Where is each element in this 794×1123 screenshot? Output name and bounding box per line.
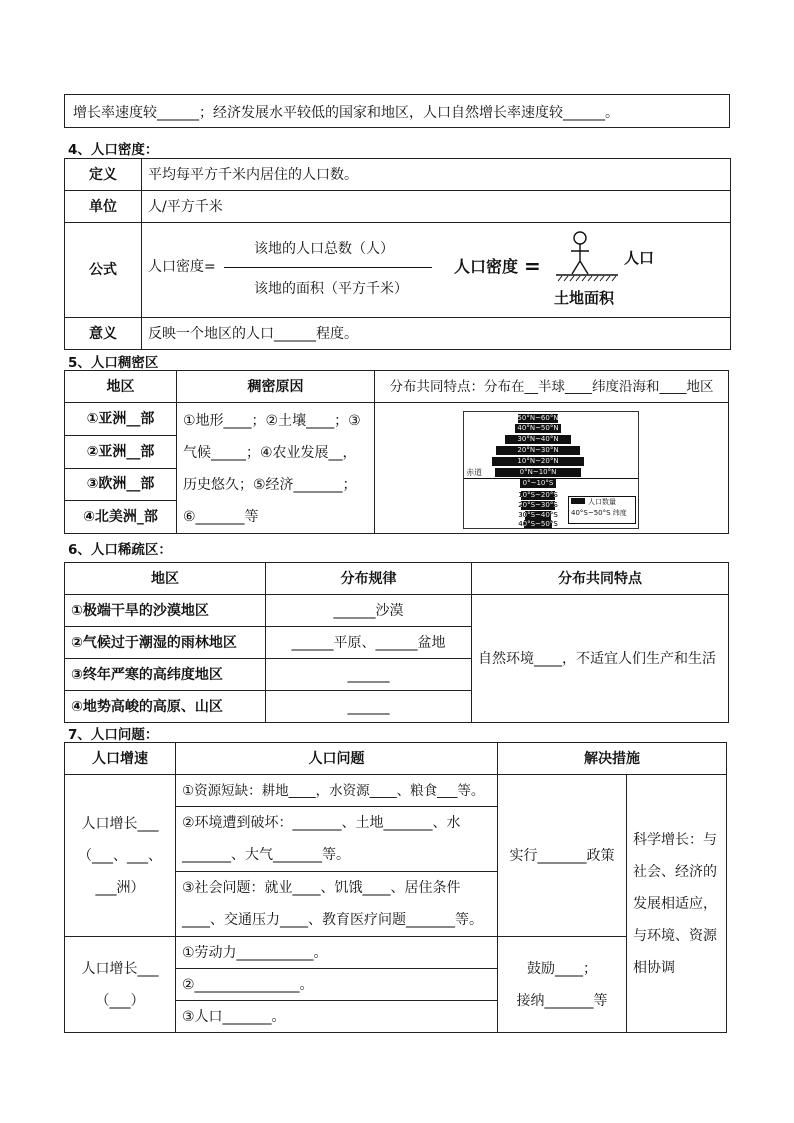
sparse-area-table xyxy=(64,562,729,723)
legend-swatch xyxy=(571,498,585,504)
density-equals: = xyxy=(524,254,541,278)
person-label: 人口 xyxy=(624,249,655,267)
science-growth-cell xyxy=(627,775,727,1033)
dense-reasons-cell xyxy=(177,403,375,534)
meaning-value: 反映一个地区的人口______程度。 xyxy=(142,318,731,350)
slow-growth-cell xyxy=(65,937,176,1033)
dense-reason-line: ⑥_______等 xyxy=(183,509,259,525)
dense-reason-line: 历史悠久；⑤经济_______； xyxy=(183,477,357,493)
sparse-common-cell: 自然环境____，不适宜人们生产和生活 xyxy=(472,595,729,723)
slow-measure-line: 接纳_______等 xyxy=(516,992,608,1009)
definition-value: 平均每平方千米内居住的人口数。 xyxy=(142,159,731,191)
row-label-unit: 单位 xyxy=(65,191,142,223)
latitude-band-label: 0°~10°S xyxy=(522,479,554,487)
formula-numerator: 该地的人口总数（人） xyxy=(254,241,394,257)
fast-problem-3-line: ③社会问题：就业____、饥饿____、居住条件 xyxy=(182,880,461,896)
equator-line xyxy=(464,478,638,479)
dense-header-reason: 稠密原因 xyxy=(177,371,375,403)
section-7-title: 7、人口问题： xyxy=(68,727,159,743)
dense-header-common xyxy=(375,371,729,403)
fast-problem-2-line: ②环境遭到破坏：_______、土地_______、水 xyxy=(182,815,461,831)
slow-problem-1: ①劳动力___________。 xyxy=(176,937,498,969)
sparse-region-1: ①极端干旱的沙漠地区 xyxy=(65,595,266,627)
equator-label: 赤道 xyxy=(466,468,482,477)
latitude-band-label: 20°S~30°S xyxy=(518,501,558,509)
fast-problem-3 xyxy=(176,872,498,937)
slow-problem-2: ②_______________。 xyxy=(176,969,498,1001)
sparse-rule-4: ______ xyxy=(266,691,472,723)
latitude-band-label: 20°N~30°N xyxy=(517,446,559,454)
fast-problem-2 xyxy=(176,807,498,872)
person-on-land-icon xyxy=(552,229,622,285)
dense-area-table xyxy=(64,370,729,534)
fast-problem-3-line: ____、交通压力____、教育医疗问题_______等。 xyxy=(182,912,483,928)
problem-header-speed: 人口增速 xyxy=(65,743,176,775)
science-line: 与环境、资源 xyxy=(633,927,717,944)
fraction-line xyxy=(224,267,432,268)
population-problem-table xyxy=(64,742,727,1033)
sparse-header-region: 地区 xyxy=(65,563,266,595)
formula-denominator: 该地的面积（平方千米） xyxy=(254,281,408,297)
section-5-title: 5、人口稠密区 xyxy=(68,355,159,371)
sparse-rule-3: ______ xyxy=(266,659,472,691)
chart-legend xyxy=(568,496,636,524)
dense-reason-line: ①地形____；②土壤____；③ xyxy=(183,413,361,429)
latitude-band-label: 30°N~40°N xyxy=(517,435,559,443)
formula-prefix: 人口密度= xyxy=(148,259,216,275)
problem-header-measure: 解决措施 xyxy=(498,743,727,775)
section-6-title: 6、人口稀疏区： xyxy=(68,542,172,558)
section-4-title: 4、人口密度： xyxy=(68,142,159,158)
top-row-text: 增长率速度较______；经济发展水平较低的国家和地区，人口自然增长率速度较______。 xyxy=(73,105,619,121)
slow-growth-line: （___） xyxy=(95,992,145,1009)
sparse-rule-1: ______沙漠 xyxy=(266,595,472,627)
fast-growth-line: 人口增长___ xyxy=(81,815,159,832)
latitude-band-label: 30°S~40°S xyxy=(518,511,558,519)
latitude-population-chart xyxy=(463,411,639,529)
row-label-meaning: 意义 xyxy=(65,318,142,350)
sparse-region-2: ②气候过于潮湿的雨林地区 xyxy=(65,627,266,659)
problem-header-issue: 人口问题 xyxy=(176,743,498,775)
dense-region-3: ③欧洲__部 xyxy=(65,468,177,501)
dense-region-2: ②亚洲__部 xyxy=(65,435,177,468)
dense-header-region: 地区 xyxy=(65,371,177,403)
slow-growth-line: 人口增长___ xyxy=(81,960,159,977)
land-label: 土地面积 xyxy=(554,289,615,307)
dense-reason-line: 气候_____；④农业发展__， xyxy=(183,445,357,461)
slow-problem-3: ③人口_______。 xyxy=(176,1001,498,1033)
fast-growth-cell xyxy=(65,775,176,937)
fast-measure-cell: 实行_______政策 xyxy=(498,775,627,937)
latitude-band-label: 50°N~60°N xyxy=(517,414,559,422)
fast-problem-1: ①资源短缺：耕地____，水资源____、粮食___等。 xyxy=(176,775,498,807)
latitude-chart-cell xyxy=(375,403,729,534)
row-label-formula: 公式 xyxy=(65,223,142,318)
sparse-rule-2: ______平原、______盆地 xyxy=(266,627,472,659)
science-line: 科学增长：与 xyxy=(633,831,717,848)
top-row-box xyxy=(64,94,730,128)
fast-growth-line: ___洲） xyxy=(95,879,145,896)
science-line: 发展相适应， xyxy=(633,895,717,912)
formula-cell xyxy=(142,223,731,318)
fast-problem-2-line: _______、大气_______等。 xyxy=(182,847,350,863)
sparse-region-4: ④地势高峻的高原、山区 xyxy=(65,691,266,723)
unit-value: 人/平方千米 xyxy=(142,191,731,223)
latitude-band-label: 10°S~20°S xyxy=(518,491,558,499)
sparse-header-common: 分布共同特点 xyxy=(472,563,729,595)
legend-sub-label: 40°S~50°S 纬度 xyxy=(571,509,627,517)
legend-label: 人口数量 xyxy=(588,498,616,506)
slow-measure-cell xyxy=(498,937,627,1033)
density-table xyxy=(64,158,731,350)
latitude-band-label: 10°N~20°N xyxy=(517,457,559,465)
dense-common-text: 分布共同特点：分布在__半球____纬度沿海和____地区 xyxy=(389,378,714,395)
science-line: 相协调 xyxy=(633,959,675,976)
slow-measure-line: 鼓励____； xyxy=(527,960,597,977)
science-line: 社会、经济的 xyxy=(633,863,717,880)
density-big-label: 人口密度 xyxy=(454,257,519,276)
latitude-band-label: 0°N~10°N xyxy=(519,468,557,476)
latitude-band-label: 40°N~50°N xyxy=(517,424,559,432)
dense-region-1: ①亚洲__部 xyxy=(65,403,177,436)
sparse-region-3: ③终年严寒的高纬度地区 xyxy=(65,659,266,691)
sparse-header-rule: 分布规律 xyxy=(266,563,472,595)
fast-growth-line: （___、___、 xyxy=(78,847,162,864)
row-label-definition: 定义 xyxy=(65,159,142,191)
latitude-band-label: 40°S~50°S xyxy=(518,520,558,528)
dense-region-4: ④北美洲_部 xyxy=(65,501,177,534)
